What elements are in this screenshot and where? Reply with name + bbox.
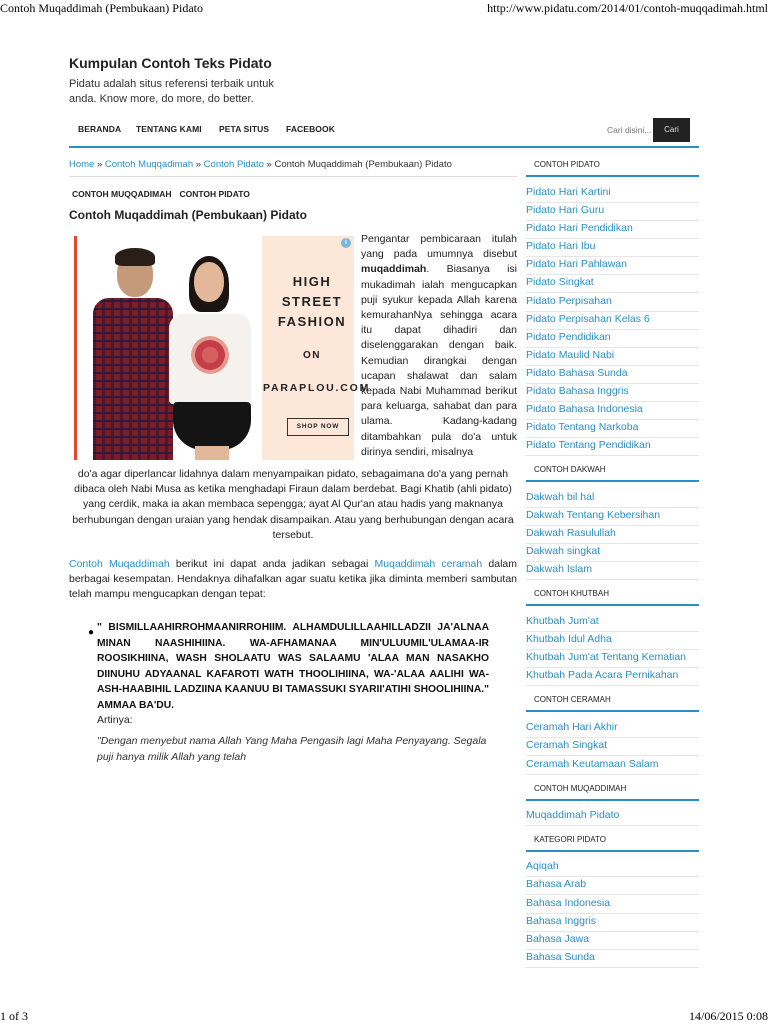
nav-item-beranda[interactable]: BERANDA [78,124,122,134]
sidebar-link[interactable]: Dakwah singkat [526,544,699,562]
sidebar-link[interactable]: Khutbah Jum'at [526,614,699,632]
sidebar-link[interactable]: Pidato Hari Pendidikan [526,221,699,239]
sidebar-link[interactable]: Pidato Perpisahan [526,294,699,312]
sidebar-link[interactable]: Dakwah Islam [526,562,699,580]
sidebar-link[interactable]: Pidato Hari Pahlawan [526,257,699,275]
print-page-url: http://www.pidatu.com/2014/01/contoh-muqqadimah.html [487,1,768,15]
sidebar-link[interactable]: Pidato Bahasa Sunda [526,366,699,384]
print-page-number: 1 of 3 [0,1009,28,1023]
sidebar-heading: CONTOH PIDATO [526,158,699,177]
sidebar-heading: CONTOH KHUTBAH [526,587,699,606]
post-paragraph [69,557,517,603]
sidebar-link[interactable]: Pidato Hari Guru [526,203,699,221]
sidebar-link[interactable]: Pidato Perpisahan Kelas 6 [526,312,699,330]
post-text: berikut ini dapat anda jadikan sebagai [169,558,375,570]
translation-text: "Dengan menyebut nama Allah Yang Maha Pengasih lagi Maha Penyayang. Segala puji hanya milik Allah yang telah [97,735,487,763]
post-label[interactable]: CONTOH MUQQADIMAH [72,189,172,199]
sidebar-link[interactable]: Pidato Singkat [526,275,699,293]
post-label[interactable]: CONTOH PIDATO [179,189,250,199]
breadcrumb-separator: » [94,159,105,170]
site-title[interactable]: Kumpulan Contoh Teks Pidato [69,55,272,71]
site-description: Pidatu adalah situs referensi terbaik untuk anda. Know more, do more, do better. [69,78,274,105]
sidebar-heading: CONTOH DAKWAH [526,463,699,482]
breadcrumb-category-link[interactable]: Contoh Pidato [203,159,264,170]
ad-info-icon[interactable]: i [341,238,351,248]
muqaddimah-arabic-text: " BISMILLAAHIRROHMAANIRROHIIM. ALHAMDULILLAAHILLADZII JA'ALNAA MINAN NAASHIHIINA. WA-AFHAMANAA MIN'ULUUMIL'ULAMAA-IR ROOSIKHIINA, WASH SHOLAATU WAS SALAAMU 'ALAA MAN NASAKHO DIINUHU ADYAANAL KAFAROTI WATH THOOLIHIINA, WA-'ALAA AALIHI WA-ASH-HAABIHIL LADZIINA KAANUU BI TAMASSUKI SYARII'ATIHI SHOOLIHIINA." AMMAA BA'DU. [97,622,489,711]
ad-banner[interactable] [74,236,371,460]
ad-headline: FASHION [277,314,347,329]
sidebar-link[interactable]: Muqaddimah Pidato [526,808,699,826]
print-header [0,1,768,17]
print-datetime: 14/06/2015 0:08 [688,1009,768,1023]
ad-shirt-print [191,336,229,374]
ad-model-skirt [173,402,251,450]
sidebar-link[interactable]: Pidato Hari Ibu [526,239,699,257]
breadcrumb-separator: » [263,159,275,170]
sidebar-link[interactable]: Pidato Bahasa Inggris [526,384,699,402]
post-text: Pengantar pembicaraan itulah yang pada umumnya disebut [361,233,517,261]
sidebar-link[interactable]: Bahasa Sunda [526,950,699,968]
ad-model-head [194,262,224,302]
sidebar-link[interactable]: Dakwah Rasulullah [526,526,699,544]
nav-item-peta-situs[interactable]: PETA SITUS [219,124,270,134]
post-link[interactable]: Contoh Muqaddimah [69,558,170,570]
nav-item-facebook[interactable]: FACEBOOK [286,124,335,134]
sidebar-link[interactable]: Pidato Bahasa Indonesia [526,402,699,420]
sidebar-link[interactable]: Aqiqah [526,859,699,877]
breadcrumb-divider [69,176,517,177]
sidebar-link[interactable]: Ceramah Hari Akhir [526,720,699,738]
sidebar-heading: CONTOH MUQADDIMAH [526,782,699,801]
sidebar-heading: CONTOH CERAMAH [526,693,699,712]
main-navigation [69,118,699,146]
sidebar-link[interactable]: Bahasa Arab [526,877,699,895]
breadcrumb-home-link[interactable]: Home [69,159,95,170]
sidebar-link[interactable]: Khutbah Pada Acara Pernikahan [526,668,699,686]
bullet-icon: ● [88,627,95,638]
breadcrumb-separator: » [193,159,204,170]
breadcrumb-current: Contoh Muqaddimah (Pembukaan) Pidato [274,159,452,170]
ad-shop-now-button[interactable]: SHOP NOW [287,418,349,436]
ad-photo [77,236,262,460]
nav-item-tentang-kami[interactable]: TENTANG KAMI [136,124,202,134]
sidebar-link[interactable]: Pidato Tentang Pendidikan [526,438,699,456]
sidebar-link[interactable]: Dakwah bil hal [526,490,699,508]
print-page-title: Contoh Muqaddimah (Pembukaan) Pidato [0,1,203,15]
sidebar-link[interactable]: Pidato Hari Kartini [526,185,699,203]
post-text: dalam berbagai kesempatan. Hendaknya dihafalkan agar suatu ketika jika diminta memberi sambutan telah mampu mengucapkan dengan tepat: [69,558,517,601]
post-link[interactable]: Muqaddimah ceramah [374,558,483,570]
translation-label: Artinya: [97,714,133,726]
post-bold-term: muqaddimah [361,263,427,276]
sidebar-link[interactable]: Pidato Pendidikan [526,330,699,348]
post-paragraph [361,232,517,460]
breadcrumb [69,159,452,170]
print-footer [0,1009,768,1025]
post-labels [72,189,258,199]
sidebar-link[interactable]: Ceramah Singkat [526,738,699,756]
sidebar-heading: KATEGORI PIDATO [526,833,699,852]
sidebar-link[interactable]: Pidato Tentang Narkoba [526,420,699,438]
ad-headline: HIGH [292,274,332,289]
ad-headline: STREET [281,294,343,309]
post-title: Contoh Muqaddimah (Pembukaan) Pidato [69,208,308,222]
ad-brand: PARAPLOU.COM [263,382,371,394]
sidebar-link[interactable]: Dakwah Tentang Kebersihan [526,508,699,526]
ad-shirt-pattern [93,298,173,460]
breadcrumb-category-link[interactable]: Contoh Muqqadimah [104,159,194,170]
sidebar-link[interactable]: Bahasa Jawa [526,932,699,950]
post-paragraph: do'a agar diperlancar lidahnya dalam menyampaikan pidato, sebagaimana do'a yang pernah dibaca oleh Nabi Musa as ketika menghadapi Firaun dalam berdebat. Bagi Khatib (ahli pidato) yang cerdik, maka ia akan membaca sepengga; ayat Al Qur'an atau hadis yang maknanya berhubungan dengan uraian yang hendak disampaikan. Atau yang berhubungan dengan acara tersebut. [72,468,514,541]
ad-model-legs [195,446,229,460]
sidebar-link[interactable]: Khutbah Jum'at Tentang Kematian [526,650,699,668]
post-text: . Biasanya isi mukadimah ialah mengucapkan puji syukur kepada Allah karena kemurahanNya sehingga acara itu dapat dihadiri dan diselenggarakan dengan baik. Kemudian dirangkai dengan ucapan shalawat dan salam kepada Nabi Muhammad berikut para keluarga, sahabat dan para ulama. Kadang-kadang ditambahkan pula do'a untuk dirinya sendiri, misalnya [361,263,517,458]
ad-on-text: ON [303,350,321,361]
search-button[interactable]: Cari [653,118,690,142]
nav-divider [69,146,699,148]
sidebar-link[interactable]: Pidato Maulid Nabi [526,348,699,366]
ad-model-hair [115,248,155,266]
sidebar-link[interactable]: Bahasa Indonesia [526,896,699,914]
sidebar-link[interactable]: Khutbah Idul Adha [526,632,699,650]
sidebar-link[interactable]: Ceramah Keutamaan Salam [526,757,699,775]
sidebar-link[interactable]: Bahasa Inggris [526,914,699,932]
